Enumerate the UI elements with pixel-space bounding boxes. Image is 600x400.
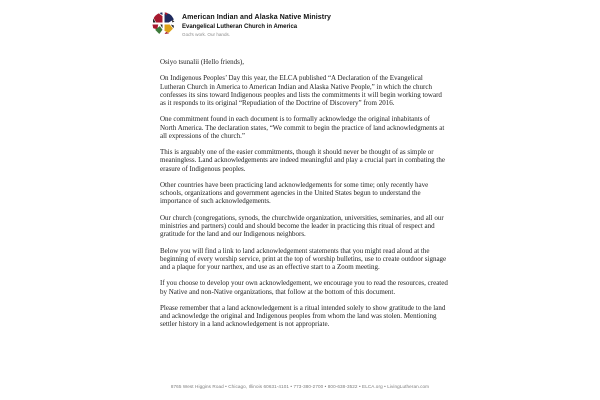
letter-header — [152, 12, 331, 38]
paragraph: This is arguably one of the easier commitments, though it should never be thought of as simple or meaningless. Land acknowledgements are indeed meaningful and play a crucial part in combating the erasure of Indigenous peoples. — [160, 148, 445, 173]
paragraph: One commitment found in each document is to formally acknowledge the original inhabitants of North America. The declaration states, “We commit to begin the practice of land acknowledgments at all expressions of the church.” — [160, 115, 445, 140]
ministry-mosaic-logo-icon — [152, 12, 175, 35]
paragraph: Our church (congregations, synods, the churchwide organization, universities, seminaries, and all our ministries and partners) could and should become the leader in practicing this ritual of respect and gratitude for the land and our Indigenous neighbors. — [160, 213, 444, 239]
paragraph: If you choose to develop your own acknowledgement, we encourage you to read the resources, created by Native and non-Native organizations, that follow at the bottom of this document. — [160, 279, 448, 296]
paragraph: Below you will find a link to land acknowledgement statements that you might read aloud at the beginning of every worship service, print at the top of worship bulletins, use to create outdoor signage and a plaque for your narthex, and use as an effective start to a Zoom meeting. — [160, 246, 447, 271]
ministry-name: American Indian and Alaska Native Ministry — [182, 14, 332, 21]
paragraph: Other countries have been practicing land acknowledgements for some time; only recently have schools, organizations and government agencies in the United States begun to understand the importance of such acknowledgements. — [160, 180, 429, 206]
greeting: Osiyo tsunalii (Hello friends), — [160, 58, 244, 66]
footer-contact-line: 8765 West Higgins Road • Chicago, Illinois 60631-4101 • 773-380-2700 • 800-638-3522 • ELCA.org • LivingLutheran.com — [170, 384, 430, 389]
header-text — [182, 12, 331, 38]
letter-body — [160, 58, 448, 337]
church-name: Evangelical Lutheran Church in America — [182, 24, 298, 30]
church-tagline: God's work. Our hands. — [182, 32, 231, 37]
paragraph: Please remember that a land acknowledgement is a ritual intended solely to show gratitude to the land and acknowledge the original and Indigenous peoples from whom the land was stolen. Mentioning settler history in a land acknowledgement is not appropriate. — [160, 303, 446, 329]
paragraph: On Indigenous Peoples’ Day this year, the ELCA published “A Declaration of the Evangelical Lutheran Church in America to American Indian and Alaska Native People,” in which the church confesses its sins toward Indigenous peoples and lists the commitments it will begin working toward as it responds to its original “Repudiation of the Doctrine of Discovery” from 2016. — [160, 74, 442, 107]
